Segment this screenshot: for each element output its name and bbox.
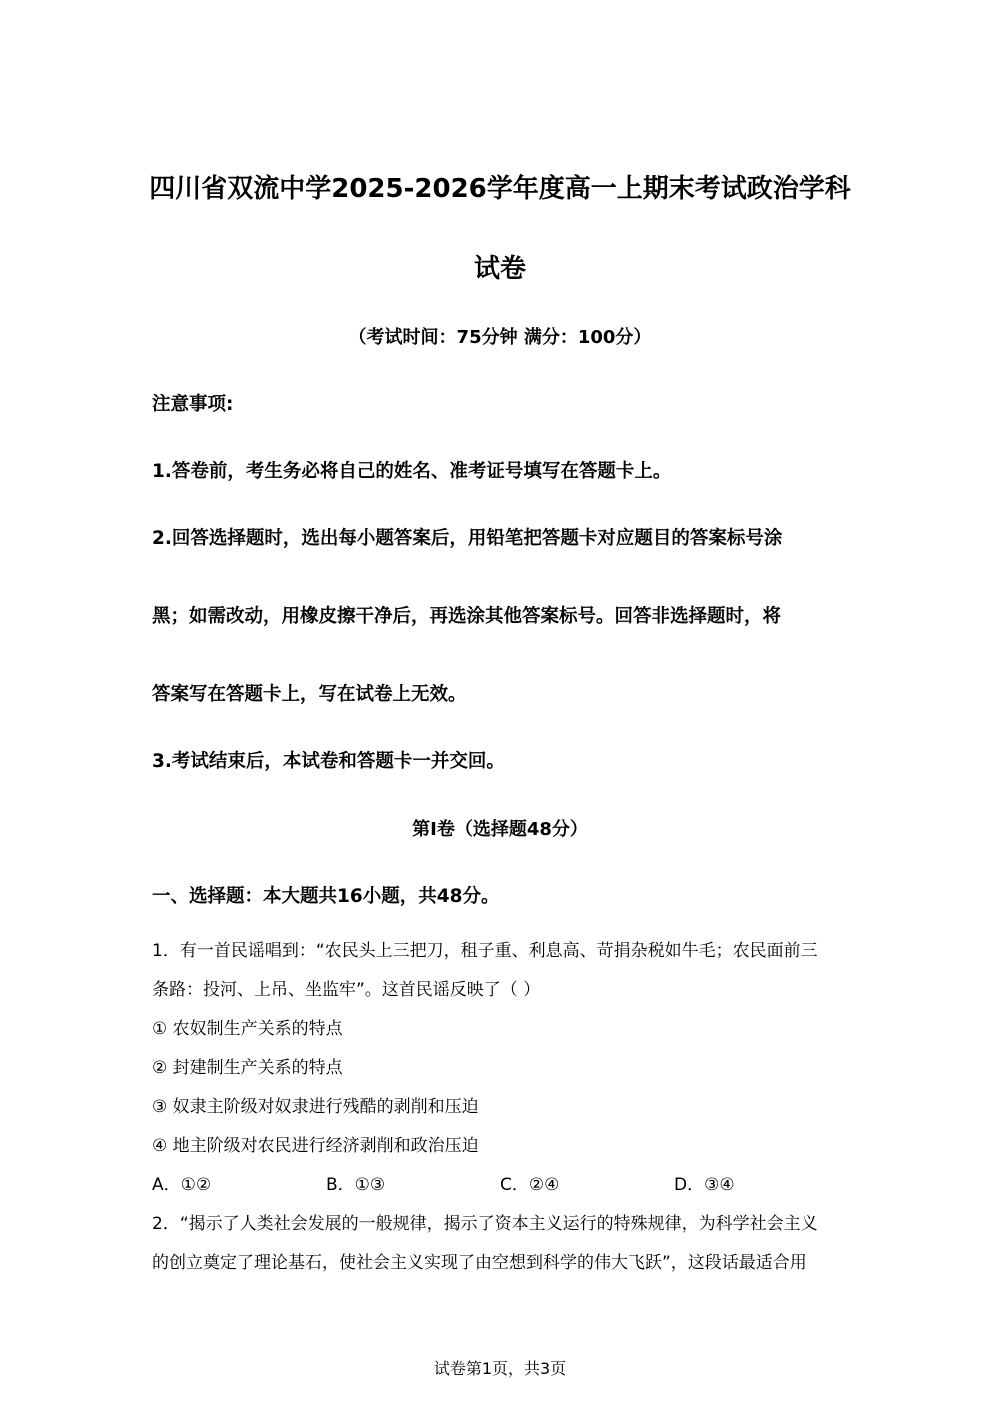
q1-stem-line1: 1．有一首民谣唱到：“农民头上三把刀，租子重、利息高、苛捐杂税如牛毛；农民面前三	[152, 941, 818, 961]
q1-item-1: ① 农奴制生产关系的特点	[152, 1019, 343, 1039]
part-heading: 第I卷（选择题48分）	[412, 819, 588, 840]
notice-item-2-line3: 答案写在答题卡上，写在试卷上无效。	[152, 684, 467, 705]
notice-heading: 注意事项:	[152, 394, 234, 415]
q1-stem-line2: 条路：投河、上吊、坐监牢”。这首民谣反映了（ ）	[152, 980, 541, 1000]
q1-item-4: ④ 地主阶级对农民进行经济剥削和政治压迫	[152, 1136, 479, 1156]
q1-choice-a: A．①②	[152, 1175, 212, 1195]
exam-title-line2: 试卷	[473, 254, 526, 284]
notice-item-2-line1: 2.回答选择题时，选出每小题答案后，用铅笔把答题卡对应题目的答案标号涂	[152, 528, 783, 549]
q1-item-2: ② 封建制生产关系的特点	[152, 1058, 343, 1078]
q2-stem-line2: 的创立奠定了理论基石，使社会主义实现了由空想到科学的伟大飞跃”，这段话最适合用	[152, 1253, 807, 1273]
q2-stem-line1: 2．“揭示了人类社会发展的一般规律，揭示了资本主义运行的特殊规律，为科学社会主义	[152, 1214, 818, 1234]
q1-choice-c: C．②④	[500, 1175, 560, 1195]
page-footer: 试卷第1页，共3页	[433, 1359, 567, 1378]
q1-choice-d: D．③④	[674, 1175, 735, 1195]
q1-choice-b: B．①③	[326, 1175, 386, 1195]
q1-item-3: ③ 奴隶主阶级对奴隶进行残酷的剥削和压迫	[152, 1097, 479, 1117]
section-heading: 一、选择题：本大题共16小题，共48分。	[152, 886, 500, 907]
exam-info: （考试时间：75分钟 满分：100分）	[348, 327, 652, 348]
notice-item-1: 1.答卷前，考生务必将自己的姓名、准考证号填写在答题卡上。	[152, 461, 672, 482]
notice-item-3: 3.考试结束后，本试卷和答题卡一并交回。	[152, 751, 505, 772]
exam-title-line1: 四川省双流中学2025-2026学年度高一上期末考试政治学科	[149, 174, 851, 204]
notice-item-2-line2: 黑；如需改动，用橡皮擦干净后，再选涂其他答案标号。回答非选择题时，将	[152, 606, 782, 627]
